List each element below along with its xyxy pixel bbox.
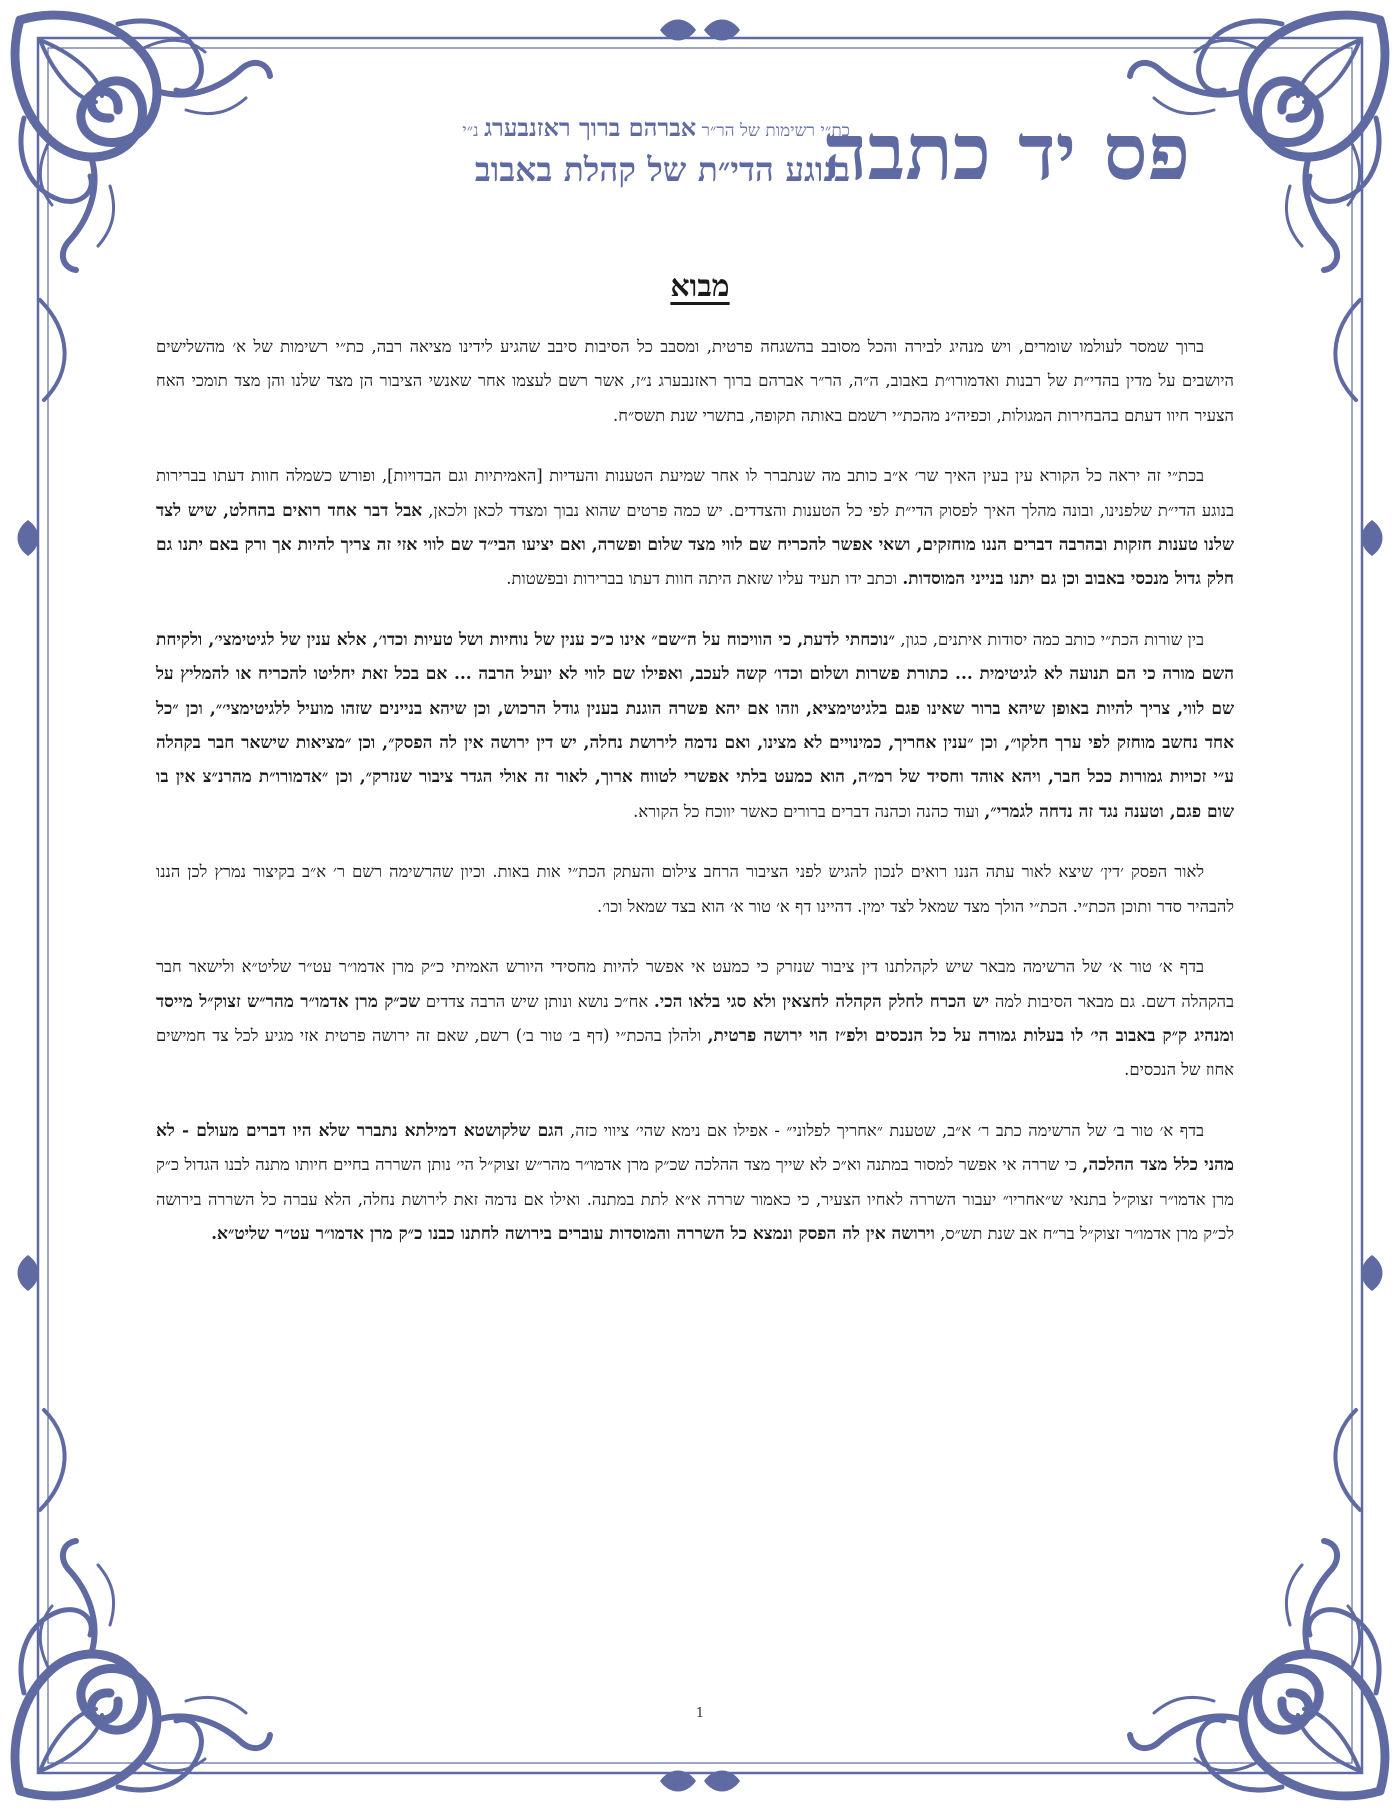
paragraph-3-text: בין שורות הכת״י כותב כמה יסודות איתנים, כגון, [894, 629, 1204, 649]
credit-prefix: כת״י רשימות של הר״ר [696, 121, 850, 141]
body-text [156, 330, 1234, 1277]
subtitle: בנוגע הדי״ת של קהלת באבוב [474, 150, 850, 189]
page-number: 1 [695, 1706, 705, 1721]
section-heading: מבוא [670, 269, 730, 304]
paragraph-5-text: בדף א׳ טור א׳ של הרשימה מבאר שיש לקהלתנו דין ציבור שנזרק כי כמעט אי אפשר להיות מחסידי היורש האמיתי כ״ק מרן אדמו״ר עט״ר שליט״א ולישאר חבר בהקהלה דשם. גם מבאר הסיבות למה [156, 957, 1234, 1011]
credit-author-name: אברהם ברוך ראזנבערג [484, 113, 697, 142]
paragraph-6-text: בדף א׳ טור ב׳ של הרשימה כתב ר׳ א״ב, שטענת ״אחריך לפלוני״ - אפילו אם נימא שהי׳ ציווי כזה, [563, 1120, 1204, 1140]
paragraph-5 [156, 950, 1234, 1088]
main-title: פס יד כתבה [822, 107, 1190, 198]
paragraph-2 [156, 459, 1234, 597]
paragraph-5-middle: אח״כ נושא ונותן שיש הרבה צדדים [420, 991, 654, 1011]
corner-ornament-bottom-left [15, 1541, 270, 1796]
paragraph-5-closing: ולהלן בהכת״י (דף ב׳ טור ב׳) רשם, שאם זה ירושה פרטית אזי מגיע לכל צד חמישים אחוז של הנכסים. [156, 1025, 1234, 1080]
paragraph-2-emphasis: אבל דבר אחד רואים בהחלט, שיש לצד שלנו טענות חזקות ובהרבה דברים הננו מוחזקים, ושאי אפשר להכריח שם לווי מצד שלום ופשרה, ואם יציעו הבי״ד שם לווי אזי זה צריך להיות אך ורק באם יתנו גם חלק גדול מנכסי באבוב וכן גם יתנו בנייני המוסדות. [156, 500, 1234, 590]
paragraph-2-text: בכת״י זה יראה כל הקורא עין בעין האיך שר׳ א״ב כותב מה שנתברר לו אחר שמיעת הטענות והעדיות [האמיתיות וגם הבדויות], ופורש כשמלה חוות דעתו בברירות בנוגע הדי״ת שלפנינו, ובונה מהלך האיך לפסוק הדי״ת לפי כל הטענות והצדדים. יש כמה פרטים שהוא נבוך ומצדד לכאן ולכאן, [156, 466, 1234, 520]
paragraph-6 [156, 1114, 1234, 1252]
paragraph-3-closing: ועוד כהנה וכהנה דברים ברורים כאשר יווכח כל הקורא. [633, 801, 985, 821]
vine-right-lower [1335, 1410, 1360, 1510]
paragraph-4: לאור הפסק ׳דין׳ שיצא לאור עתה הננו רואים לנכון להגיש לפני הציבור הרחב צילום והעתק הכת״י אות באות. וכיון שהרשימה רשם ר׳ א״ב בקיצור נמרץ לכן הננו להבהיר סדר ותוכן הכת״י. הכת״י הולך מצד שמאל לצד ימין. דהיינו דף א׳ טור א׳ הוא בצד שמאל וכו׳. [156, 862, 1234, 916]
author-credit [462, 113, 850, 142]
paragraph-6-emphasis-1: הגם שלקושטא דמילתא נתברר שלא היו דברים מעולם - לא מהני כלל מצד ההלכה, [156, 1120, 1234, 1176]
credit-suffix: נ״י [462, 121, 485, 141]
paragraph-6-emphasis-2: וירושה אין לה הפסק ונמצא כל השררה והמוסדות עוברים בירושה לחתנו כבנו כ״ק מרן אדמו״ר עט״ר שליט״א. [211, 1223, 935, 1244]
vine-left-lower [40, 1410, 65, 1510]
paragraph-5-emphasis-1: יש הכרח לחלק הקהלה לחצאין ולא סגי בלאו הכי. [653, 991, 990, 1012]
paragraph-5-emphasis-2: שכ״ק מרן אדמו״ר מהר״ש זצוק״ל מייסד ומנהיג ק״ק באבוב הי׳ לו בעלות גמורה על כל הנכסים ולפ״ז הוי ירושה פרטית, [156, 991, 1235, 1046]
paragraph-2-closing: וכתב ידו תעיד עליו שזאת היתה חוות דעתו בברירות ובפשטות. [506, 569, 903, 589]
paragraph-6-middle: כי שררה אי אפשר למסור במתנה וא״כ לא שייך מצד ההלכה שכ״ק מרן אדמו״ר מהר״ש זצוק״ל הי׳ נותן השררה בחיים חיותו מתנה לבנו הגדול כ״ק מרן אדמו״ר זצוק״ל בתנאי ש״אחריו״ יעבור השררה לאחיו הצעיר, כי כאמור שררה א״א לתת במתנה. ואילו אם נדמה זאת לירושת נחלה, הלא עברה כל השררה בירושה לכ״ק מרן אדמו״ר זצוק״ל בר״ח אב שנת תש״ס, [156, 1155, 1234, 1243]
paragraph-1: ברוך שמסר לעולמו שומרים, ויש מנהיג לבירה והכל מסובב בהשגחה פרטית, ומסבב כל הסיבות סיבב שהגיע לידינו מציאה רבה, כת״י רשימות של א׳ מהשלישים היושבים על מדין בהדי״ת של רבנות ואדמורו״ת באבוב, ה״ה, הר״ר אברהם ברוך ראזנבערג נ״ז, אשר רשם לעצמו אחר שאנשי הציבור הן מצד שלנו והן מצד תומכי האח הצעיר חיוו דעתם בהבחירות המגולות, וכפיה״נ מהכת״י רשמם באותה תקופה, בתשרי שנת תשס״ח. [156, 337, 1234, 425]
vine-right-upper [1335, 300, 1360, 400]
vine-left-upper [40, 300, 65, 400]
corner-ornament-bottom-right [1130, 1541, 1385, 1796]
paragraph-3-quotes: ״נוכחתי לדעת, כי הוויכוח על ה״שם״ אינו כ״כ ענין של נוחיות ושל טעיות וכדו׳, אלא ענין של לגיטימצי׳, ולקיחת השם מורה כי הם תנועה לא לגיטימית ... כתורת פשרות ושלום וכדו׳ קשה לעכב, ואפילו שם לווי לא יועיל הרבה ... אם בכל זאת יחליטו להכריח או להמליץ על שם לווי, צריך להיות באופן שיהא ברור שאינו פגם בלגיטימציא, וזהו אם יהא פשרה הוגנת בענין גודל הרכוש, וכן שיהא בניינים שזהו מועיל ללגיטימצי׳״, וכן ״כל אחד נחשב מוחזק לפי ערך חלקו״, וכן ״ענין אחריך, כמינויים לא מצינו, ואם נדמה לירושת נחלה, יש דין ירושה אין לה הפסק״, וכן ״מציאות שישאר חבר בקהלה ע״י זכויות גמורות ככל חבר, ויהא אוהד וחסיד של רמ״ה, הוא כמעט בלתי אפשרי לטווח ארוך, לאור זה אולי הגדר ציבור שנזרק״, וכן ״אדמורו״ת מהרנ״צ אין בו שום פגם, וטענה נגד זה נדחה לגמרי״, [156, 629, 1234, 822]
header [200, 105, 1190, 205]
paragraph-3 [156, 623, 1234, 829]
